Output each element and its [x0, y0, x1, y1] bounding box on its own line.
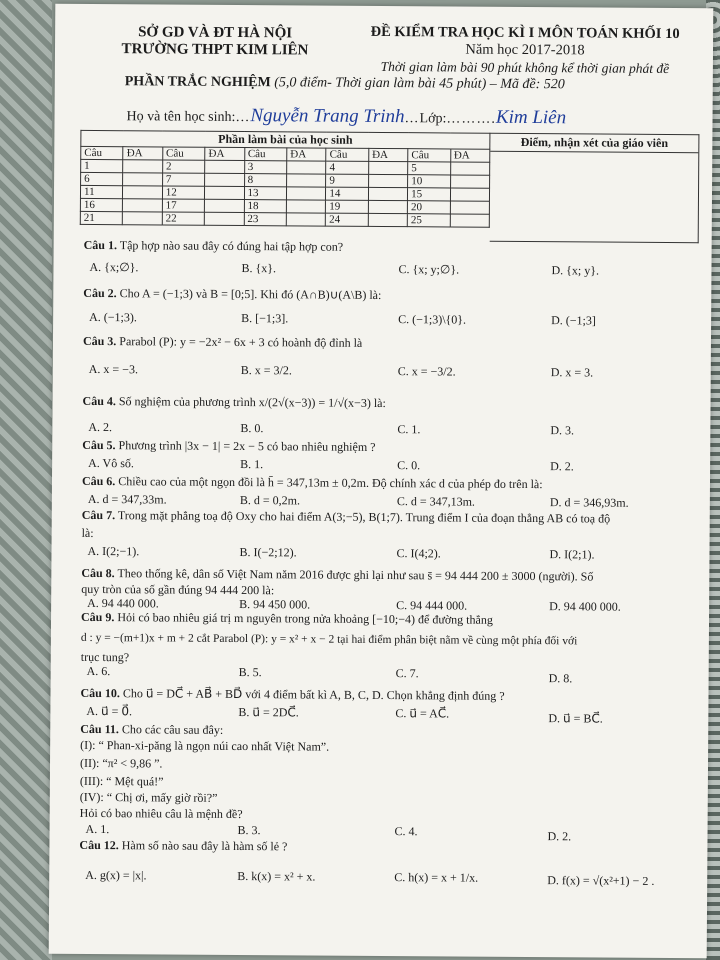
- header-cell: ĐA: [287, 148, 326, 161]
- question-5: [82, 438, 375, 455]
- time-note: Thời gian làm bài 90 phút không kể thời gian phát đề: [380, 58, 670, 77]
- option-b[interactable]: B. 0.: [240, 421, 264, 436]
- answer-table: [80, 130, 491, 228]
- option-b[interactable]: B. 94 450 000.: [239, 597, 311, 612]
- header-cell: ĐA: [369, 148, 408, 161]
- question-9: [81, 610, 493, 628]
- option-a[interactable]: A. 6.: [86, 663, 111, 679]
- question-text: Hàm số nào sau đây là hàm số lẻ ?: [121, 838, 288, 854]
- option-a[interactable]: A. 2.: [88, 419, 113, 435]
- option-a[interactable]: A. Vô số.: [88, 455, 134, 471]
- question-number-cell: 4: [326, 161, 369, 174]
- question-label: Câu 3.: [82, 333, 117, 349]
- class-value-handwritten: Kim Liên: [495, 106, 567, 129]
- question-text: Chiều cao của một ngọn đồi là h̄ = 347,13m ± 0,2m. Độ chính xác d của phép đo trên là:: [118, 474, 543, 492]
- question-number-cell: 21: [80, 211, 123, 224]
- class-label: Lớp:: [419, 111, 447, 127]
- option-b[interactable]: B. I(−2;12).: [239, 545, 297, 560]
- question-2: [83, 286, 381, 303]
- answer-cell[interactable]: [368, 213, 407, 226]
- answer-cell[interactable]: [123, 160, 162, 173]
- question-text: Cho u⃗ = DC⃗ + AB⃗ + BD⃗ với 4 điểm bất kì A, B, C, D. Chọn khẳng định đúng ?: [122, 686, 505, 703]
- question-text-cont: quy tròn của số gần đúng 94 444 200 là:: [81, 581, 275, 598]
- answer-cell[interactable]: [123, 173, 162, 186]
- section-detail: (5,0 điểm- Thời gian làm bài 45 phút) – Mã đề: 520: [274, 75, 565, 93]
- option-d[interactable]: D. f(x) = √(x²+1) − 2 .: [547, 873, 655, 888]
- question-3: [83, 334, 362, 351]
- option-c[interactable]: C. I(4;2).: [396, 546, 441, 561]
- answer-cell[interactable]: [205, 160, 244, 173]
- question-number-cell: 17: [162, 199, 205, 212]
- question-number-cell: 6: [81, 172, 124, 185]
- answer-cell[interactable]: [450, 175, 489, 188]
- option-a[interactable]: A. x = −3.: [88, 361, 139, 377]
- option-d[interactable]: D. d = 346,93m.: [549, 495, 629, 510]
- option-c[interactable]: C. 94 444 000.: [396, 598, 468, 613]
- option-a[interactable]: A. u⃗ = 0⃗.: [86, 703, 133, 719]
- question-text: Trong mặt phẳng toạ độ Oxy cho hai điểm A(3;−5), B(1;7). Trung điểm I của đoạn thẳng AB có toạ độ: [117, 508, 611, 526]
- option-d[interactable]: D. u⃗ = BC⃗.: [548, 711, 603, 726]
- question-label: Câu 9.: [80, 609, 115, 625]
- option-a[interactable]: A. g(x) = |x|.: [85, 867, 147, 883]
- question-number-cell: 25: [407, 214, 450, 227]
- question-text: Hỏi có bao nhiêu giá trị m nguyên trong nửa khoảng [−10;−4) để đường thẳng: [117, 610, 493, 627]
- option-b[interactable]: B. {x}.: [241, 261, 277, 276]
- question-7: [82, 508, 611, 527]
- statement-line: (IV): “ Chị ơi, mấy giờ rồi?”: [79, 789, 218, 805]
- question-number-cell: 19: [326, 200, 369, 213]
- answer-cell[interactable]: [205, 173, 244, 186]
- question-label: Câu 1.: [83, 237, 118, 253]
- option-d[interactable]: D. x = 3.: [550, 365, 594, 380]
- question-11: [80, 722, 223, 738]
- question-text-cont: trục tung?: [80, 649, 130, 665]
- question-label: Câu 10.: [80, 685, 120, 701]
- option-c[interactable]: C. u⃗ = AC⃗.: [395, 706, 450, 721]
- option-d[interactable]: D. {x; y}.: [551, 263, 600, 278]
- option-b[interactable]: B. u⃗ = 2DC⃗.: [238, 705, 299, 720]
- answer-cell[interactable]: [205, 212, 244, 225]
- table-row: [80, 211, 489, 227]
- option-d[interactable]: D. 94 400 000.: [549, 599, 621, 614]
- exam-paper: [49, 4, 714, 959]
- header-right: [345, 24, 705, 78]
- question-text: Cho các câu sau đây:: [121, 722, 224, 737]
- option-c[interactable]: C. h(x) = x + 1/x.: [394, 870, 479, 885]
- option-b[interactable]: B. [−1;3].: [241, 311, 289, 326]
- answer-cell[interactable]: [286, 187, 325, 200]
- header-cell: Câu: [326, 148, 369, 161]
- option-c[interactable]: C. x = −3/2.: [397, 364, 456, 379]
- header-left: [85, 24, 345, 60]
- answer-cell[interactable]: [287, 174, 326, 187]
- option-b[interactable]: B. 5.: [238, 665, 262, 680]
- question-number-cell: 20: [407, 201, 450, 214]
- question-number-cell: 15: [408, 188, 451, 201]
- option-a[interactable]: A. 1.: [85, 821, 110, 837]
- answer-cell[interactable]: [450, 188, 489, 201]
- student-info: Họ và tên học sinh:…Nguyễn Trang Trinh…Lớp:……….Kim Liên: [126, 105, 567, 129]
- section-title: PHẦN TRẮC NGHIỆM: [124, 74, 271, 91]
- option-a[interactable]: A. 94 440 000.: [87, 595, 159, 611]
- question-number-cell: 8: [244, 174, 287, 187]
- option-a[interactable]: A. {x;∅}.: [89, 259, 139, 275]
- answer-cell[interactable]: [450, 214, 489, 227]
- statement-line: (II): “π² < 9,86 ”.: [79, 755, 163, 771]
- question-number-cell: 1: [81, 159, 124, 172]
- statement-line: Hỏi có bao nhiêu câu là mệnh đề?: [79, 805, 243, 822]
- option-b[interactable]: B. 3.: [237, 823, 261, 838]
- question-number-cell: 11: [80, 185, 123, 198]
- option-d[interactable]: D. 2.: [550, 459, 574, 474]
- question-12: [79, 838, 287, 854]
- option-c[interactable]: C. 4.: [394, 824, 418, 839]
- dept-name: SỞ GD VÀ ĐT HÀ NỘI: [138, 24, 293, 42]
- answer-cell[interactable]: [368, 161, 407, 174]
- option-c[interactable]: C. 0.: [397, 458, 421, 473]
- question-label: Câu 6.: [81, 473, 116, 489]
- question-number-cell: 18: [244, 200, 287, 213]
- header-cell: ĐA: [450, 149, 489, 162]
- question-6: [82, 474, 543, 492]
- question-number-cell: 22: [162, 212, 205, 225]
- option-b[interactable]: B. 1.: [240, 457, 264, 472]
- answer-cell[interactable]: [368, 187, 407, 200]
- question-number-cell: 7: [162, 173, 205, 186]
- option-d[interactable]: D. 8.: [548, 671, 573, 686]
- question-1: [84, 238, 344, 255]
- option-d[interactable]: D. 3.: [550, 423, 575, 438]
- question-label: Câu 5.: [82, 437, 116, 453]
- lace-tablecloth-left: [0, 0, 52, 960]
- question-number-cell: 12: [162, 186, 205, 199]
- option-a[interactable]: A. (−1;3).: [89, 309, 137, 325]
- question-number-cell: 23: [244, 213, 287, 226]
- header-cell: ĐA: [205, 147, 244, 160]
- question-text-cont: là:: [81, 525, 94, 540]
- question-text: Phương trình |3x − 1| = 2x − 5 có bao nhiêu nghiệm ?: [118, 438, 376, 454]
- question-text: Tập hợp nào sau đây có đúng hai tập hợp con?: [119, 238, 344, 254]
- question-number-cell: 10: [408, 175, 451, 188]
- score-box-title: Điểm, nhận xét của giáo viên: [490, 134, 698, 153]
- question-number-cell: 2: [162, 160, 205, 173]
- question-number-cell: 3: [244, 161, 287, 174]
- statement-line: (III): “ Mệt quá!”: [79, 773, 164, 789]
- question-4: [82, 394, 385, 411]
- header-cell: ĐA: [123, 147, 162, 160]
- answer-table-title: Phần làm bài của học sinh: [81, 130, 490, 149]
- header-cell: Câu: [163, 147, 206, 160]
- question-number-cell: 16: [80, 198, 123, 211]
- header-cell: Câu: [408, 149, 451, 162]
- question-label: Câu 2.: [83, 285, 117, 301]
- section-heading: [125, 74, 565, 93]
- school-year: Năm học 2017-2018: [465, 41, 585, 59]
- question-text-cont: d : y = −(m+1)x + m + 2 cắt Parabol (P): y = x² + x − 2 tại hai điểm phân biệt nằm về cùng một phía đối với: [80, 631, 578, 648]
- question-number-cell: 9: [326, 174, 369, 187]
- teacher-score-box: [490, 133, 700, 243]
- exam-title: ĐỀ KIỂM TRA HỌC KÌ I MÔN TOÁN KHỐI 10: [370, 23, 680, 43]
- option-b[interactable]: B. x = 3/2.: [240, 363, 292, 378]
- option-c[interactable]: C. 7.: [395, 666, 419, 681]
- answer-cell[interactable]: [286, 200, 325, 213]
- option-c[interactable]: C. d = 347,13m.: [396, 494, 476, 509]
- option-d[interactable]: D. (−1;3]: [551, 313, 596, 328]
- question-text: Số nghiệm của phương trình x/(2√(x−3)) = 1/√(x−3) là:: [118, 394, 386, 411]
- question-label: Câu 7.: [81, 507, 116, 523]
- question-number-cell: 14: [326, 187, 369, 200]
- answer-cell[interactable]: [205, 199, 244, 212]
- question-10: [80, 686, 504, 704]
- answer-cell[interactable]: [123, 199, 162, 212]
- answer-cell[interactable]: [368, 200, 407, 213]
- option-c[interactable]: C. {x; y;∅}.: [398, 262, 460, 277]
- answer-cell[interactable]: [287, 161, 326, 174]
- statement-line: (I): “ Phan-xi-păng là ngọn núi cao nhất Việt Nam”.: [80, 737, 330, 754]
- question-text: Parabol (P): y = −2x² − 6x + 3 có hoành độ đỉnh là: [119, 334, 363, 350]
- answer-cell[interactable]: [205, 186, 244, 199]
- answer-cell[interactable]: [368, 174, 407, 187]
- answer-cell[interactable]: [123, 186, 162, 199]
- answer-cell[interactable]: [450, 162, 489, 175]
- name-label: Họ và tên học sinh:: [126, 109, 236, 125]
- question-number-cell: 13: [244, 187, 287, 200]
- header-cell: Câu: [244, 148, 287, 161]
- question-text: Theo thống kê, dân số Việt Nam năm 2016 được ghi lại như sau s̄ = 94 444 200 ± 3000 (người). Số: [117, 566, 594, 584]
- option-b[interactable]: B. d = 0,2m.: [239, 493, 301, 508]
- option-d[interactable]: D. 2.: [547, 829, 572, 844]
- school-name: TRƯỜNG THPT KIM LIÊN: [121, 41, 309, 59]
- option-a[interactable]: A. d = 347,33m.: [87, 491, 167, 507]
- student-name-handwritten: Nguyễn Trang Trinh: [250, 105, 405, 128]
- answer-cell[interactable]: [286, 213, 325, 226]
- question-label: Câu 11.: [80, 721, 119, 737]
- question-label: Câu 4.: [82, 393, 116, 409]
- question-label: Câu 8.: [81, 565, 115, 581]
- option-d[interactable]: D. I(2;1).: [549, 547, 595, 562]
- question-number-cell: 5: [408, 162, 451, 175]
- question-text: Cho A = (−1;3) và B = [0;5]. Khi đó (A∩B)∪(A\B) là:: [119, 286, 382, 302]
- option-c[interactable]: C. 1.: [397, 422, 421, 437]
- header-cell: Câu: [81, 146, 124, 159]
- option-c[interactable]: C. (−1;3)\{0}.: [398, 312, 467, 327]
- answer-cell[interactable]: [450, 201, 489, 214]
- answer-cell[interactable]: [123, 212, 162, 225]
- question-number-cell: 24: [326, 213, 369, 226]
- question-label: Câu 12.: [79, 837, 119, 853]
- option-a[interactable]: A. I(2;−1).: [87, 543, 140, 559]
- option-b[interactable]: B. k(x) = x² + x.: [237, 869, 316, 884]
